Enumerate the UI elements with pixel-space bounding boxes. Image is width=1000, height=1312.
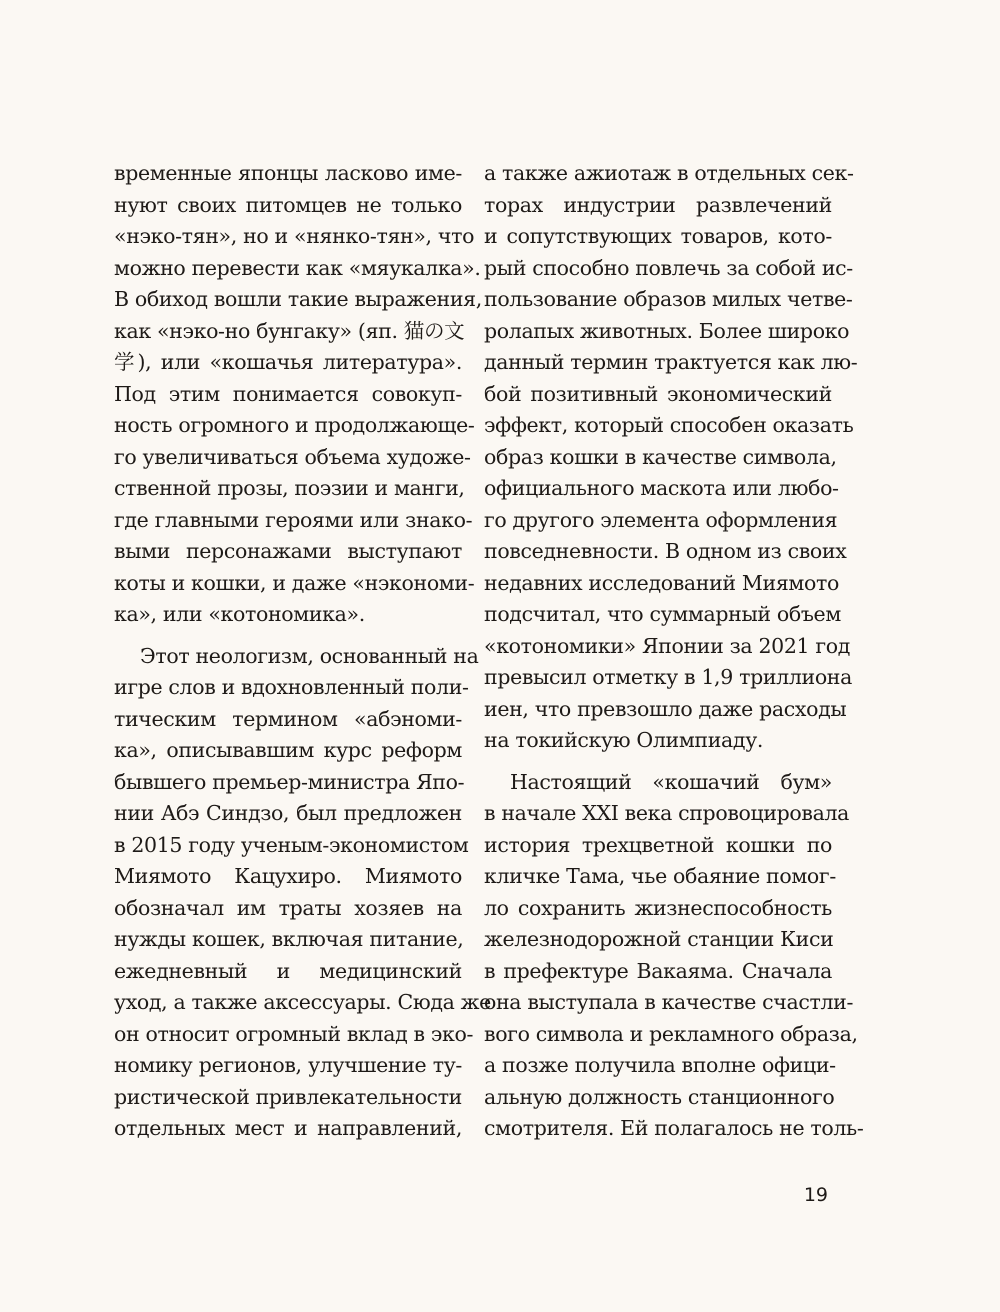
text-line: где главными героями или знако- [114, 507, 473, 532]
text-line: пользование образов милых четве- [484, 287, 853, 311]
text-line: ственной прозы, поэзии и манги, [114, 476, 465, 500]
text-line: отдельных мест и направлений, [114, 1116, 462, 1140]
text-line: подсчитал, что суммарный объем [484, 602, 841, 626]
text-line: превысил отметку в 1,9 триллиона [484, 665, 852, 689]
text-line: го увеличиваться объема художе- [114, 444, 471, 469]
text-line: данный термин трактуется как лю- [484, 350, 858, 374]
text-line: образ кошки в качестве символа, [484, 444, 837, 469]
paragraph [114, 641, 491, 1145]
text-line: «нэко-тян», но и «нянко-тян», что [114, 224, 475, 248]
paragraph [484, 767, 864, 1145]
text-line: а также ажиотаж в отдельных сек- [484, 161, 854, 185]
text-line: выми персонажами выступают [114, 539, 462, 563]
text-line: рый способно повлечь за собой ис- [484, 255, 853, 280]
text-line: бой позитивный экономический [484, 381, 832, 406]
text-line: В обиход вошли такие выражения, [114, 287, 482, 311]
text-line: уход, а также аксессуары. Сюда же [114, 990, 491, 1014]
right-column [484, 158, 864, 1145]
text-line: го другого элемента оформления [484, 507, 838, 532]
paragraph-gap [114, 631, 462, 641]
text-line: 学), или «кошачья литература». [114, 350, 462, 374]
text-line: нужды кошек, включая питание, [114, 927, 464, 951]
text-line: Этот неологизм, основанный на [140, 643, 479, 668]
text-line: альную должность станционного [484, 1084, 835, 1109]
paragraph-gap [484, 757, 832, 767]
text-line: ка», или «котономика». [114, 602, 365, 626]
text-line: можно перевести как «мяукалка». [114, 255, 481, 280]
text-line: ка», описывавшим курс реформ [114, 738, 462, 762]
text-line: ристической привлекательности [114, 1084, 462, 1109]
text-line: временные японцы ласково име- [114, 161, 462, 185]
text-line: тическим термином «абэноми- [114, 706, 462, 731]
page-number: 19 [803, 1184, 828, 1206]
text-line: недавних исследований Миямото [484, 570, 840, 595]
text-line: она выступала в качестве счастли- [484, 990, 854, 1014]
text-line: нии Абэ Синдзо, был предложен [114, 801, 462, 825]
text-line: кличке Тама, чье обаяние помог- [484, 864, 836, 888]
text-line: в префектуре Вакаяма. Сначала [484, 958, 832, 983]
text-line: он относит огромный вклад в эко- [114, 1021, 474, 1046]
text-line: в начале XXI века спровоцировала [484, 801, 850, 825]
text-line: железнодорожной станции Киси [484, 927, 834, 951]
text-line: номику регионов, улучшение ту- [114, 1053, 462, 1077]
text-line: бывшего премьер-министра Япо- [114, 769, 465, 794]
paragraph [114, 158, 482, 631]
text-line: ролапых животных. Более широко [484, 318, 850, 343]
text-line: ежедневный и медицинский [114, 958, 462, 983]
text-line: смотрителя. Ей полагалось не толь- [484, 1116, 864, 1140]
text-line: история трехцветной кошки по [484, 832, 832, 857]
text-line: ло сохранить жизнеспособность [484, 895, 832, 920]
text-line: а позже получила вполне офици- [484, 1053, 836, 1077]
text-line: иен, что превзошло даже расходы [484, 696, 847, 721]
text-line: эффект, который способен оказать [484, 413, 854, 437]
text-line: Миямото Кацухиро. Миямото [114, 864, 462, 888]
text-line: «котономики» Японии за 2021 год [484, 633, 851, 658]
text-line: игре слов и вдохновленный поли- [114, 675, 469, 699]
text-line: в 2015 году ученым-экономистом [114, 832, 469, 857]
text-line: Под этим понимается совокуп- [114, 381, 462, 406]
text-line: нуют своих питомцев не только [114, 192, 462, 217]
text-line: как «нэко-но бунгаку» (яп. 猫の文 [114, 318, 465, 343]
left-column [114, 158, 491, 1145]
text-line: коты и кошки, и даже «нэкономи- [114, 570, 475, 595]
text-line: ность огромного и продолжающе- [114, 413, 475, 437]
text-line: и сопутствующих товаров, кото- [484, 224, 832, 248]
text-line: на токийскую Олимпиаду. [484, 728, 764, 752]
text-line: официального маскота или любо- [484, 476, 839, 500]
paragraph [484, 158, 858, 757]
text-line: торах индустрии развлечений [484, 192, 832, 217]
text-line: обозначал им траты хозяев на [114, 895, 462, 920]
text-line: вого символа и рекламного образа, [484, 1021, 858, 1046]
text-line: Настоящий «кошачий бум» [510, 769, 832, 794]
text-line: повседневности. В одном из своих [484, 539, 847, 563]
